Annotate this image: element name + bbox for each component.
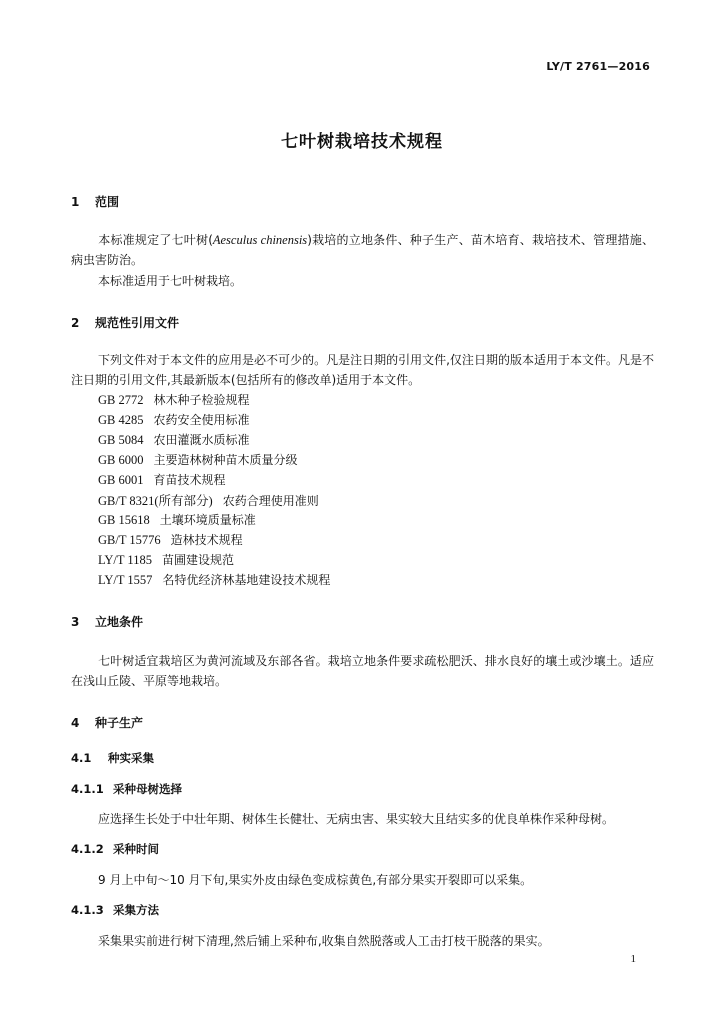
site-conditions-paragraph: 七叶树适宜栽培区为黄河流域及东部各省。栽培立地条件要求疏松肥沃、排水良好的壤土或沙壤土。适应在浅山丘陵、平原等地栽培。 (71, 654, 654, 688)
collection-method-text: 采集果实前进行树下清理,然后铺上采种布,收集自然脱落或人工击打枝干脱落的果实。 (98, 934, 550, 948)
subsection-title: 采种母树选择 (113, 782, 182, 796)
section-4-heading (71, 714, 143, 731)
scope-paragraph: 本标准规定了七叶树(Aesculus chinensis)栽培的立地条件、种子生产、苗木培育、栽培技术、管理措施、病虫害防治。 (71, 233, 654, 267)
page-number: 1 (630, 953, 636, 965)
reference-item: GB 6001 育苗技术规程 (98, 473, 226, 487)
subsection-4-1-3-heading (71, 902, 159, 918)
standard-number: LY/T 2761—2016 (546, 60, 650, 73)
mother-tree-text: 应选择生长处于中壮年期、树体生长健壮、无病虫害、果实较大且结实多的优良单株作采种母树。 (98, 812, 615, 826)
references-intro: 下列文件对于本文件的应用是必不可少的。凡是注日期的引用文件,仅注日期的版本适用于本文件。凡是不注日期的引用文件,其最新版本(包括所有的修改单)适用于本文件。 (71, 353, 654, 387)
section-number: 4 (71, 716, 80, 730)
scope-applicability: 本标准适用于七叶树栽培。 (98, 274, 243, 288)
section-2-heading (71, 314, 179, 331)
section-1-heading (71, 193, 119, 210)
subsection-title: 种实采集 (108, 751, 154, 765)
collection-time-text: 9 月上中旬～10 月下旬,果实外皮由绿色变成棕黄色,有部分果实开裂即可以采集。 (98, 873, 533, 887)
reference-item: GB/T 15776 造林技术规程 (98, 533, 243, 547)
subsection-title: 采集方法 (113, 903, 159, 917)
section-3-heading (71, 613, 143, 630)
subsection-number: 4.1 (71, 751, 92, 765)
reference-item: GB 2772 林木种子检验规程 (98, 393, 250, 407)
section-number: 3 (71, 615, 80, 629)
subsection-number: 4.1.1 (71, 782, 104, 796)
subsection-4-1-heading (71, 750, 154, 766)
subsection-4-1-2-heading (71, 841, 159, 857)
reference-item: LY/T 1557 名特优经济林基地建设技术规程 (98, 573, 331, 587)
section-title: 规范性引用文件 (95, 316, 180, 330)
section-title: 立地条件 (95, 615, 144, 629)
reference-item: LY/T 1185 苗圃建设规范 (98, 553, 234, 567)
subsection-number: 4.1.3 (71, 903, 104, 917)
section-title: 种子生产 (95, 716, 144, 730)
latin-name: Aesculus chinensis (212, 233, 308, 247)
section-number: 2 (71, 316, 80, 330)
subsection-title: 采种时间 (113, 842, 159, 856)
reference-item: GB 15618 土壤环境质量标准 (98, 513, 256, 527)
section-number: 1 (71, 195, 80, 209)
subsection-number: 4.1.2 (71, 842, 104, 856)
subsection-4-1-1-heading (71, 781, 182, 797)
reference-item: GB 5084 农田灌溉水质标准 (98, 433, 250, 447)
reference-item: GB/T 8321(所有部分) 农药合理使用准则 (98, 494, 319, 508)
reference-item: GB 6000 主要造林树种苗木质量分级 (98, 453, 298, 467)
reference-item: GB 4285 农药安全使用标准 (98, 413, 250, 427)
section-title: 范围 (95, 195, 120, 209)
page-title: 七叶树栽培技术规程 (281, 132, 443, 152)
